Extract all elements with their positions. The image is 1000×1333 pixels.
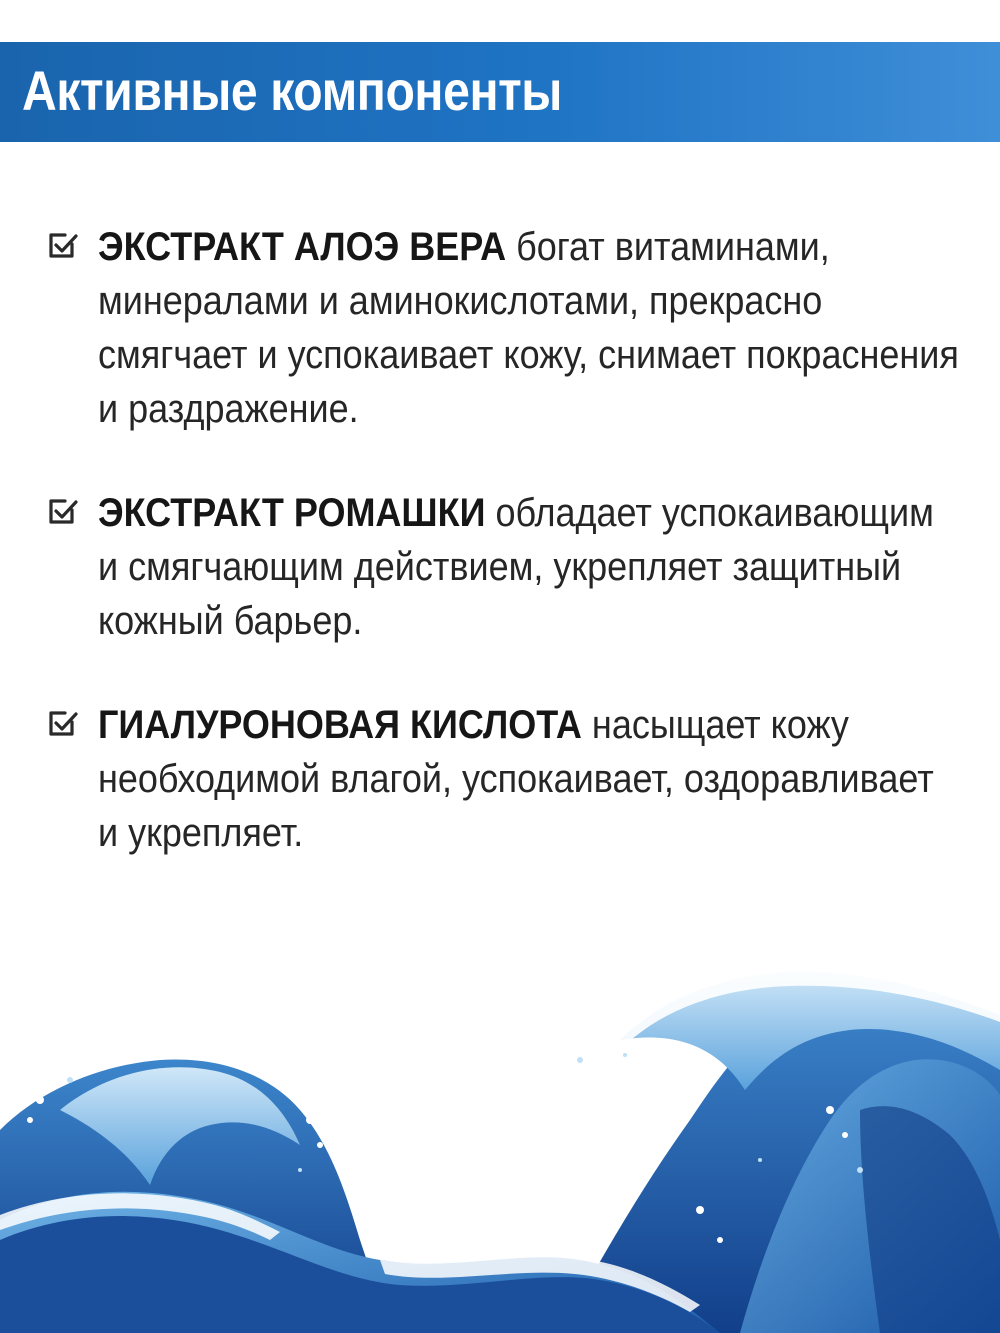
ocean-waves-illustration xyxy=(0,960,1000,1333)
checkbox-check-icon xyxy=(46,228,80,262)
ingredient-item xyxy=(46,698,976,860)
ingredient-description: обладает успокаивающим и смягчающим действием, укрепляет защитный кожный барьер. xyxy=(98,491,934,643)
ingredient-name: ЭКСТРАКТ АЛОЭ ВЕРА xyxy=(98,225,507,269)
ingredient-item xyxy=(46,220,976,436)
ingredient-description: насыщает кожу необходимой влагой, успокаивает, оздоравливает и укрепляет. xyxy=(98,703,934,855)
ingredient-name: ЭКСТРАКТ РОМАШКИ xyxy=(98,491,486,535)
checkbox-check-icon xyxy=(46,706,80,740)
ingredient-description: богат витаминами, минералами и аминокислотами, прекрасно смягчает и успокаивает кожу, снимает покраснения и раздражение. xyxy=(98,225,959,431)
page-title: Активные компоненты xyxy=(22,59,562,122)
checkbox-check-icon xyxy=(46,494,80,528)
ingredient-item xyxy=(46,486,976,648)
header-banner xyxy=(0,42,1000,142)
ingredient-name: ГИАЛУРОНОВАЯ КИСЛОТА xyxy=(98,703,582,747)
